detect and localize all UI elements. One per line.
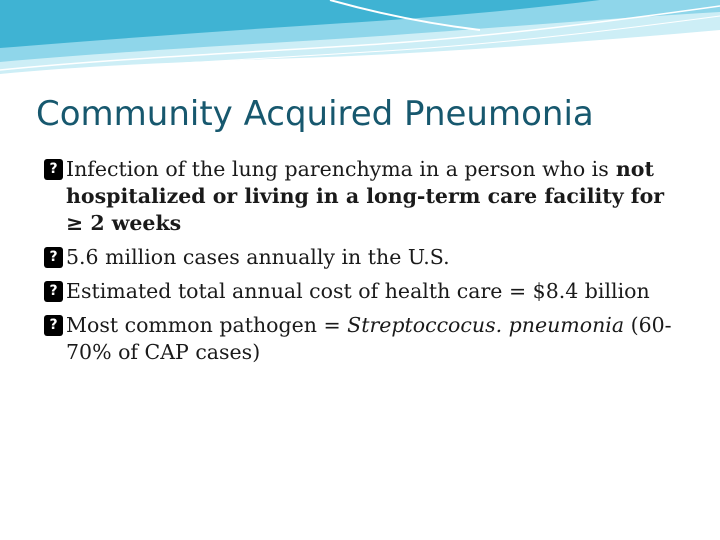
bullet-text-tail: (60-70% of CAP cases)	[66, 313, 672, 364]
bullet-item	[44, 244, 684, 271]
bullet-text: Infection of the lung parenchyma in a person who is	[66, 157, 609, 181]
bullet-item	[44, 312, 684, 366]
bullet-marker-icon: ?	[44, 281, 63, 302]
bullet-text: 5.6 million cases annually in the U.S.	[66, 245, 450, 269]
bullet-marker-icon: ?	[44, 315, 63, 336]
bullet-marker-icon: ?	[44, 159, 63, 180]
pathogen-name: Streptoccocus. pneumonia	[347, 313, 625, 337]
slide-title: Community Acquired Pneumonia	[36, 94, 594, 134]
bullet-text: Estimated total annual cost of health care = $8.4 billion	[66, 279, 650, 303]
bullet-item	[44, 278, 684, 305]
bullet-item	[44, 156, 684, 237]
bullet-text: Most common pathogen =	[66, 313, 348, 337]
bullet-text-bold: not hospitalized or living in a long-term care facility for ≥ 2 weeks	[66, 157, 665, 235]
bullet-marker-icon: ?	[44, 247, 63, 268]
bullet-list	[44, 156, 684, 373]
header-wave-decoration	[0, 0, 720, 90]
